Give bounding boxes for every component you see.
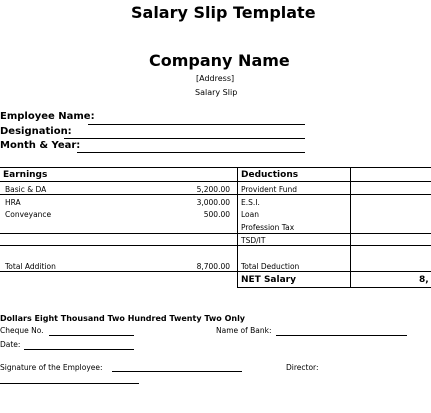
employee-signature-label: Signature of the Employee: bbox=[0, 363, 103, 372]
deduction-label-esi: E.S.I. bbox=[241, 198, 260, 207]
net-salary-label: NET Salary bbox=[241, 275, 296, 285]
cheque-number-field[interactable] bbox=[49, 335, 134, 336]
deduction-label-pf: Provident Fund bbox=[241, 185, 298, 194]
net-salary-value: 8, bbox=[419, 275, 429, 285]
deduction-label-loan: Loan bbox=[241, 210, 259, 219]
company-name: Company Name bbox=[149, 51, 290, 70]
earning-value-conveyance: 500.00 bbox=[203, 210, 230, 219]
month-year-label: Month & Year: bbox=[0, 140, 81, 151]
company-address: [Address] bbox=[196, 74, 235, 83]
deduction-label-tds: TSD/IT bbox=[241, 236, 266, 245]
month-year-field[interactable] bbox=[77, 152, 305, 153]
total-deduction-label: Total Deduction bbox=[241, 262, 300, 271]
row-divider bbox=[0, 233, 431, 234]
earning-label-conveyance: Conveyance bbox=[5, 210, 52, 219]
earning-value-hra: 3,000.00 bbox=[196, 198, 230, 207]
employee-name-label: Employee Name: bbox=[0, 111, 95, 122]
earning-label-basic: Basic & DA bbox=[5, 185, 47, 194]
page-title: Salary Slip Template bbox=[131, 3, 316, 22]
total-addition-value: 8,700.00 bbox=[196, 262, 230, 271]
bank-label: Name of Bank: bbox=[216, 326, 272, 335]
amount-in-words: Dollars Eight Thousand Two Hundred Twenty Two Only bbox=[0, 314, 246, 323]
employee-signature-field[interactable] bbox=[112, 371, 242, 372]
row-divider bbox=[0, 245, 431, 246]
deduction-label-profession-tax: Profession Tax bbox=[241, 223, 295, 232]
column-divider bbox=[237, 167, 238, 287]
row-divider bbox=[0, 271, 431, 272]
employee-name-field[interactable] bbox=[88, 124, 305, 125]
total-addition-label: Total Addition bbox=[5, 262, 56, 271]
table-top-border bbox=[0, 167, 431, 168]
table-bottom-border bbox=[237, 287, 431, 288]
deductions-header: Deductions bbox=[241, 170, 299, 180]
row-divider bbox=[0, 194, 431, 195]
earnings-header: Earnings bbox=[3, 170, 48, 180]
date-label: Date: bbox=[0, 340, 21, 349]
employee-signature-extra-line bbox=[0, 383, 139, 384]
designation-label: Designation: bbox=[0, 126, 72, 137]
slip-subtitle: Salary Slip bbox=[195, 88, 238, 97]
column-divider bbox=[350, 167, 351, 287]
bank-name-field[interactable] bbox=[276, 335, 407, 336]
cheque-label: Cheque No. bbox=[0, 326, 44, 335]
date-field[interactable] bbox=[24, 349, 134, 350]
earning-value-basic: 5,200.00 bbox=[196, 185, 230, 194]
designation-field[interactable] bbox=[64, 138, 305, 139]
header-divider bbox=[0, 181, 431, 182]
director-label: Director: bbox=[286, 363, 319, 372]
earning-label-hra: HRA bbox=[5, 198, 21, 207]
